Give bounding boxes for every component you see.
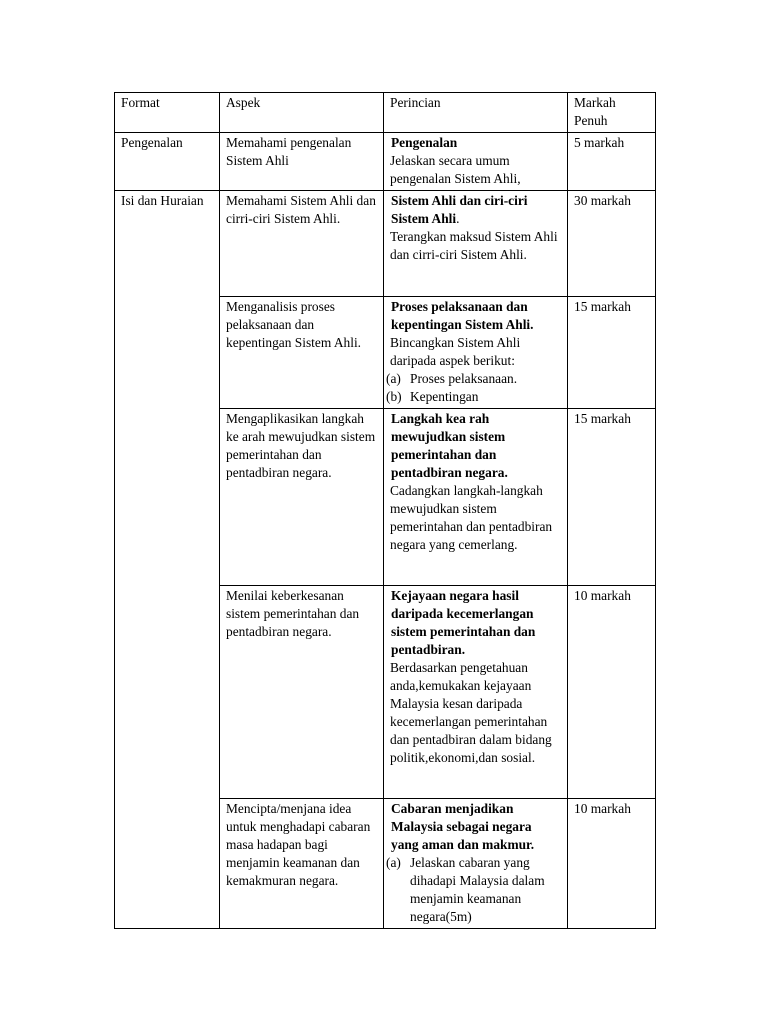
format-cell-isi-dan-huraian: Isi dan Huraian [115,191,220,929]
header-format: Format [115,93,220,133]
list-marker: (a) [386,855,401,870]
perincian-cell [384,191,568,297]
markah-cell: 30 markah [568,191,656,297]
perincian-heading: Pengenalan [391,135,458,150]
format-cell: Pengenalan [115,133,220,191]
aspek-cell: Menilai keberkesanan sistem pemerintahan dan pentadbiran negara. [220,586,384,799]
aspek-cell: Memahami pengenalan Sistem Ahli [220,133,384,191]
header-aspek: Aspek [220,93,384,133]
list-marker: (a) [386,371,401,386]
header-markah-penuh: Markah Penuh [568,93,656,133]
list-item-text: Proses pelaksanaan. [410,371,518,386]
markah-cell: 15 markah [568,409,656,586]
perincian-cell [384,297,568,409]
perincian-list-item [386,370,561,388]
markah-cell: 10 markah [568,586,656,799]
perincian-heading: Cabaran menjadikan Malaysia sebagai negara yang aman dan makmur. [391,801,535,852]
perincian-cell [384,409,568,586]
perincian-cell [384,133,568,191]
markah-cell: 5 markah [568,133,656,191]
markah-cell: 10 markah [568,799,656,929]
document-page [114,92,656,929]
perincian-heading-suffix: . [456,211,460,226]
aspek-cell: Mengaplikasikan langkah ke arah mewujudkan sistem pemerintahan dan pentadbiran negara. [220,409,384,586]
perincian-cell [384,586,568,799]
perincian-heading-text: Sistem Ahli dan ciri-ciri Sistem Ahli [391,193,528,226]
perincian-body: Bincangkan Sistem Ahli daripada aspek berikut: [390,335,521,368]
list-item-text: Kepentingan [410,389,479,404]
aspek-cell: Menganalisis proses pelaksanaan dan kepentingan Sistem Ahli. [220,297,384,409]
rubric-table [114,92,656,929]
perincian-heading: Proses pelaksanaan dan kepentingan Sistem Ahli. [391,299,534,332]
perincian-heading: Langkah kea rah mewujudkan sistem pemerintahan dan pentadbiran negara. [391,411,508,480]
aspek-cell: Memahami Sistem Ahli dan cirri-ciri Sistem Ahli. [220,191,384,297]
perincian-list-item [386,854,561,926]
perincian-body: Berdasarkan pengetahuan anda,kemukakan kejayaan Malaysia kesan daripada kecemerlangan pemerintahan dan pentadbiran dalam bidang politik,ekonomi,dan sosial. [390,660,552,765]
list-item-text: Jelaskan cabaran yang dihadapi Malaysia dalam menjamin keamanan negara(5m) [410,855,545,924]
list-marker: (b) [386,389,402,404]
header-perincian: Perincian [384,93,568,133]
perincian-heading [390,192,561,228]
perincian-body: Terangkan maksud Sistem Ahli dan cirri-ciri Sistem Ahli. [390,229,558,262]
aspek-cell: Mencipta/menjana idea untuk menghadapi cabaran masa hadapan bagi menjamin keamanan dan kemakmuran negara. [220,799,384,929]
perincian-list-item [386,388,561,406]
table-header-row [115,93,656,133]
perincian-cell [384,799,568,929]
perincian-body: Jelaskan secara umum pengenalan Sistem Ahli, [390,153,521,186]
markah-cell: 15 markah [568,297,656,409]
perincian-body: Cadangkan langkah-langkah mewujudkan sistem pemerintahan dan pentadbiran negara yang cemerlang. [390,483,553,552]
table-row [115,191,656,297]
table-row [115,133,656,191]
perincian-heading: Kejayaan negara hasil daripada kecemerlangan sistem pemerintahan dan pentadbiran. [391,588,536,657]
